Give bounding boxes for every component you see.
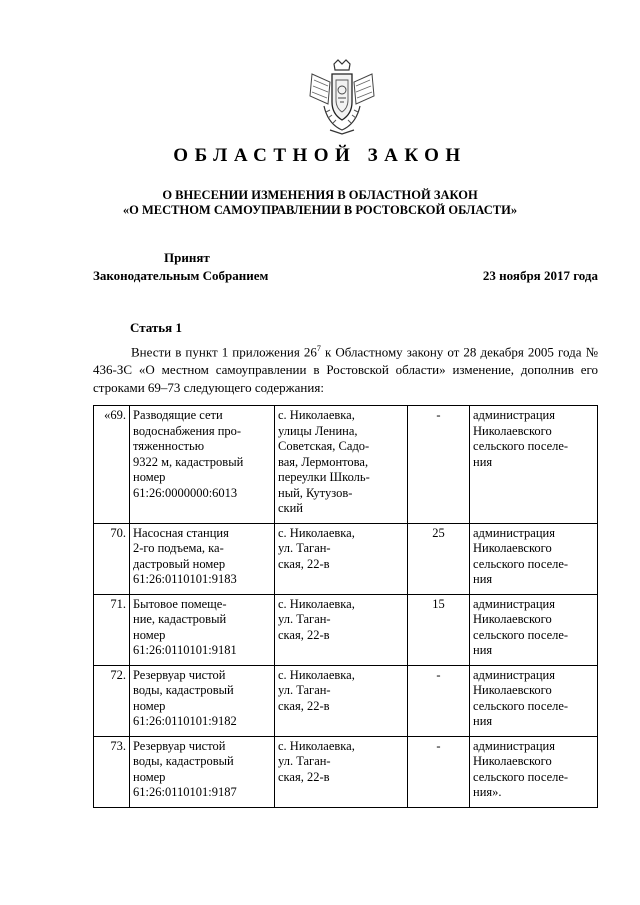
row-number-cell-text: 73. bbox=[110, 738, 126, 753]
quantity-cell bbox=[408, 665, 470, 736]
row-number-cell bbox=[94, 665, 130, 736]
article-text-superscript: 7 bbox=[316, 344, 321, 353]
article-heading: Статья 1 bbox=[130, 320, 182, 335]
address-cell-text: с. Николаевка, ул. Таган- ская, 22-в bbox=[278, 596, 355, 642]
organization-cell bbox=[470, 665, 598, 736]
row-number-cell-text: «69. bbox=[104, 408, 126, 422]
article-text-start: Внести в пункт 1 приложения 26 bbox=[131, 344, 317, 360]
organization-cell-text: администрация Николаевского сельского поселе- ния». bbox=[473, 738, 569, 799]
quantity-cell-text: - bbox=[436, 738, 441, 753]
subtitle-line-1: О ВНЕСЕНИИ ИЗМЕНЕНИЯ В ОБЛАСТНОЙ ЗАКОН bbox=[162, 188, 478, 202]
object-name-cell bbox=[130, 736, 275, 807]
organization-cell-text: администрация Николаевского сельского поселе- ния bbox=[473, 525, 569, 586]
quantity-cell-text: 25 bbox=[432, 525, 445, 540]
row-number-cell bbox=[94, 594, 130, 665]
row-number-cell-text: 70. bbox=[110, 525, 126, 540]
table-row bbox=[94, 736, 598, 807]
quantity-cell-text: - bbox=[436, 408, 441, 422]
organization-cell bbox=[470, 406, 598, 524]
organization-cell bbox=[470, 523, 598, 594]
adoption-date: 23 ноября 2017 года bbox=[482, 268, 598, 283]
row-number-cell bbox=[94, 523, 130, 594]
article-text-rest: к Областному закону от 28 декабря 2005 года № 436-ЗС «О местном самоуправлении в Ростовской области» изменение, дополнив его строками 69–73 следующего содержания: bbox=[93, 344, 598, 396]
object-name-cell-text: Резервуар чистой воды, кадастровый номер 61:26:0110101:9187 bbox=[133, 738, 237, 799]
coat-of-arms-icon bbox=[302, 58, 382, 138]
object-name-cell-text: Бытовое помеще- ние, кадастровый номер 61:26:0110101:9181 bbox=[133, 596, 237, 657]
address-cell bbox=[275, 665, 408, 736]
address-cell-text: с. Николаевка, улицы Ленина, Советская, Садо- вая, Лермонтова, переулки Школь- ный, Кутузов- ский bbox=[278, 408, 370, 515]
row-number-cell-text: 71. bbox=[110, 596, 126, 611]
address-cell bbox=[275, 594, 408, 665]
organization-cell-text: администрация Николаевского сельского поселе- ния bbox=[473, 408, 569, 469]
address-cell-text: с. Николаевка, ул. Таган- ская, 22-в bbox=[278, 738, 355, 784]
quantity-cell bbox=[408, 736, 470, 807]
table-row bbox=[94, 406, 598, 524]
article-text bbox=[93, 340, 598, 397]
property-table bbox=[93, 405, 598, 808]
address-cell-text: с. Николаевка, ул. Таган- ская, 22-в bbox=[278, 525, 355, 571]
document-title: ОБЛАСТНОЙ ЗАКОН bbox=[173, 145, 467, 166]
organization-cell bbox=[470, 736, 598, 807]
quantity-cell-text: 15 bbox=[432, 596, 445, 611]
address-cell bbox=[275, 523, 408, 594]
object-name-cell bbox=[130, 594, 275, 665]
quantity-cell bbox=[408, 523, 470, 594]
table-row bbox=[94, 665, 598, 736]
address-cell bbox=[275, 736, 408, 807]
document-subtitle bbox=[0, 188, 640, 218]
organization-cell-text: администрация Николаевского сельского поселе- ния bbox=[473, 596, 569, 657]
object-name-cell-text: Насосная станция 2-го подъема, ка- дастровый номер 61:26:0110101:9183 bbox=[133, 525, 237, 586]
object-name-cell bbox=[130, 523, 275, 594]
quantity-cell bbox=[408, 406, 470, 524]
quantity-cell bbox=[408, 594, 470, 665]
object-name-cell bbox=[130, 406, 275, 524]
organization-cell bbox=[470, 594, 598, 665]
quantity-cell-text: - bbox=[436, 667, 441, 682]
row-number-cell-text: 72. bbox=[110, 667, 126, 682]
address-cell bbox=[275, 406, 408, 524]
table-row bbox=[94, 523, 598, 594]
object-name-cell-text: Разводящие сети водоснабжения про- тяженностью 9322 м, кадастровый номер 61:26:0000000:6013 bbox=[133, 408, 244, 500]
address-cell-text: с. Николаевка, ул. Таган- ская, 22-в bbox=[278, 667, 355, 713]
row-number-cell bbox=[94, 406, 130, 524]
adoption-label: Принят bbox=[164, 250, 210, 265]
organization-cell-text: администрация Николаевского сельского поселе- ния bbox=[473, 667, 569, 728]
object-name-cell bbox=[130, 665, 275, 736]
row-number-cell bbox=[94, 736, 130, 807]
table-row bbox=[94, 594, 598, 665]
subtitle-line-2: «О МЕСТНОМ САМОУПРАВЛЕНИИ В РОСТОВСКОЙ ОБЛАСТИ» bbox=[122, 203, 518, 217]
adoption-body: Законодательным Собранием bbox=[93, 268, 269, 283]
object-name-cell-text: Резервуар чистой воды, кадастровый номер 61:26:0110101:9182 bbox=[133, 667, 237, 728]
